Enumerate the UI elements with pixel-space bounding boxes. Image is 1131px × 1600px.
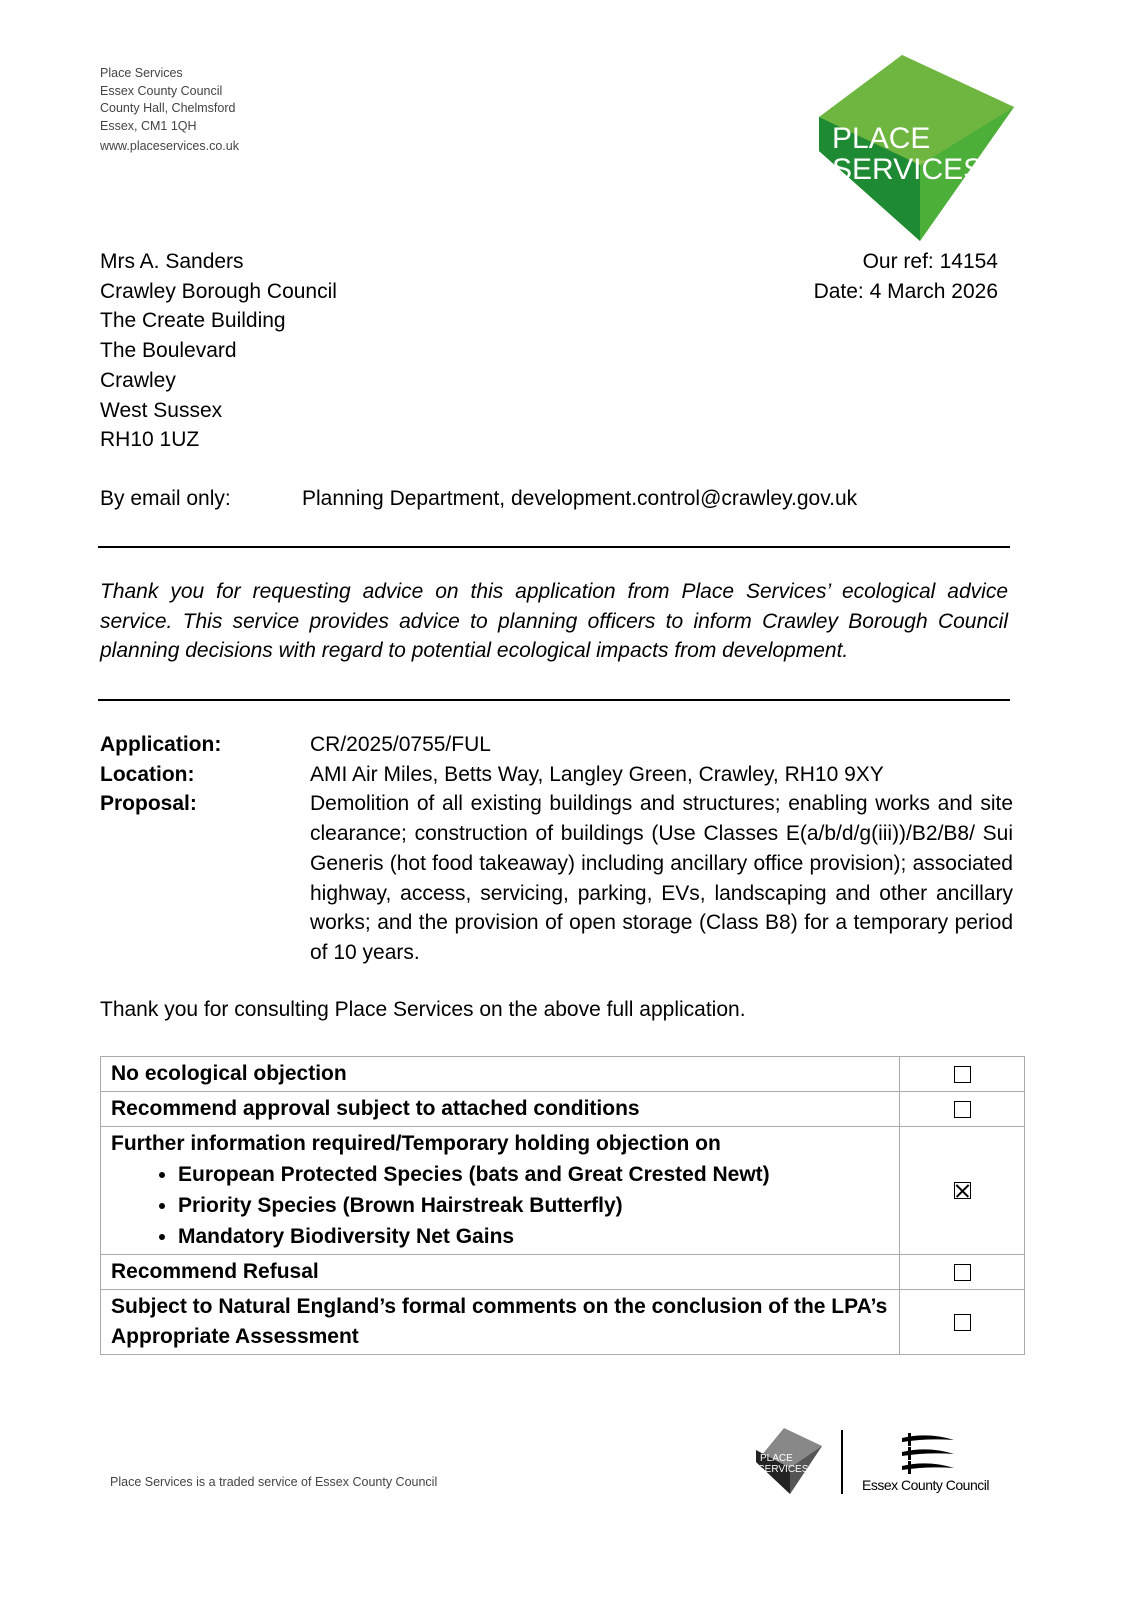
table-row <box>101 1127 1025 1255</box>
letter-date: Date: 4 March 2026 <box>813 279 998 303</box>
checkbox[interactable] <box>954 1314 971 1331</box>
table-row <box>101 1057 1025 1092</box>
bullet-list <box>111 1159 889 1252</box>
recipient-line: Crawley Borough Council <box>100 279 337 303</box>
checkbox[interactable] <box>954 1264 971 1281</box>
proposal-value: Demolition of all existing buildings and structures; enabling works and site clearance; construction of buildings (Use Classes E(a/b/d/g(iii))/B2/B8/ Sui Generis (hot food takeaway) including ancillary office provision); associated highway, access, servicing, parking, EVs, landscaping and other ancillary works; and the provision of open storage (Class B8) for a temporary period of 10 years. <box>310 792 1013 964</box>
svg-text:PLACE: PLACE <box>760 1453 793 1464</box>
recipient-line: RH10 1UZ <box>100 428 200 452</box>
reference-block <box>814 247 998 306</box>
option-label: Subject to Natural England’s formal comments on the conclusion of the LPA’s Appropriate Assessment <box>101 1290 900 1355</box>
footer-divider <box>841 1430 843 1494</box>
table-row <box>101 1255 1025 1290</box>
recommendation-table <box>100 1056 1025 1355</box>
sender-line: Essex County Council <box>100 83 223 98</box>
option-label: Further information required/Temporary holding objection on <box>111 1132 721 1155</box>
recipient-line: The Boulevard <box>100 339 237 363</box>
checkbox[interactable] <box>954 1101 971 1118</box>
sender-address <box>100 65 239 156</box>
divider <box>98 699 1010 701</box>
table-row <box>101 1092 1025 1127</box>
application-label: Application: <box>100 733 222 756</box>
recipient-address <box>100 247 337 455</box>
essex-seaxes-icon <box>898 1430 958 1474</box>
location-value: AMI Air Miles, Betts Way, Langley Green, Crawley, RH10 9XY <box>310 762 884 786</box>
bullet-item: • European Protected Species (bats and Great Crested Newt) <box>178 1159 889 1190</box>
svg-text:PLACE: PLACE <box>832 122 931 155</box>
svg-text:SERVICES: SERVICES <box>832 153 984 186</box>
checkbox-checked[interactable] <box>954 1182 971 1199</box>
recipient-line: West Sussex <box>100 398 223 422</box>
application-ref: CR/2025/0755/FUL <box>310 733 491 756</box>
table-row <box>101 1290 1025 1355</box>
bullet-item: • Priority Species (Brown Hairstreak Butterfly) <box>178 1190 889 1221</box>
svg-text:SERVICES: SERVICES <box>758 1464 809 1475</box>
place-services-logo <box>812 55 1017 243</box>
recipient-line: Mrs A. Sanders <box>100 250 244 273</box>
sender-line: Essex, CM1 1QH <box>100 118 197 133</box>
essex-county-council-logo-text: Essex County Council <box>862 1477 989 1493</box>
place-services-footer-logo <box>754 1428 824 1496</box>
divider <box>98 546 1010 548</box>
footer-text: Place Services is a traded service of Essex County Council <box>110 1475 438 1489</box>
email-label: By email only: <box>100 487 231 510</box>
email-recipient[interactable]: Planning Department, development.control@crawley.gov.uk <box>302 487 858 510</box>
recipient-line: The Create Building <box>100 309 286 333</box>
option-label: Recommend Refusal <box>101 1255 900 1290</box>
bullet-item: • Mandatory Biodiversity Net Gains <box>178 1221 889 1252</box>
proposal-label: Proposal: <box>100 792 197 816</box>
recipient-line: Crawley <box>100 368 176 392</box>
location-label: Location: <box>100 762 195 786</box>
sender-line: County Hall, Chelmsford <box>100 101 236 115</box>
intro-text: Thank you for requesting advice on this application from Place Services’ ecological advice service. This service provides advice to planning officers to inform Crawley Borough Council planning decisions with regard to potential ecological impacts from development. <box>100 580 1008 663</box>
sender-line: Place Services <box>100 66 183 80</box>
option-label: Recommend approval subject to attached conditions <box>101 1092 900 1127</box>
our-ref: Our ref: 14154 <box>862 250 998 273</box>
option-label: No ecological objection <box>101 1057 900 1092</box>
sender-website[interactable]: www.placeservices.co.uk <box>100 139 239 153</box>
checkbox[interactable] <box>954 1066 971 1083</box>
application-details <box>100 730 1013 968</box>
thanks-text: Thank you for consulting Place Services on the above full application. <box>100 998 746 1021</box>
